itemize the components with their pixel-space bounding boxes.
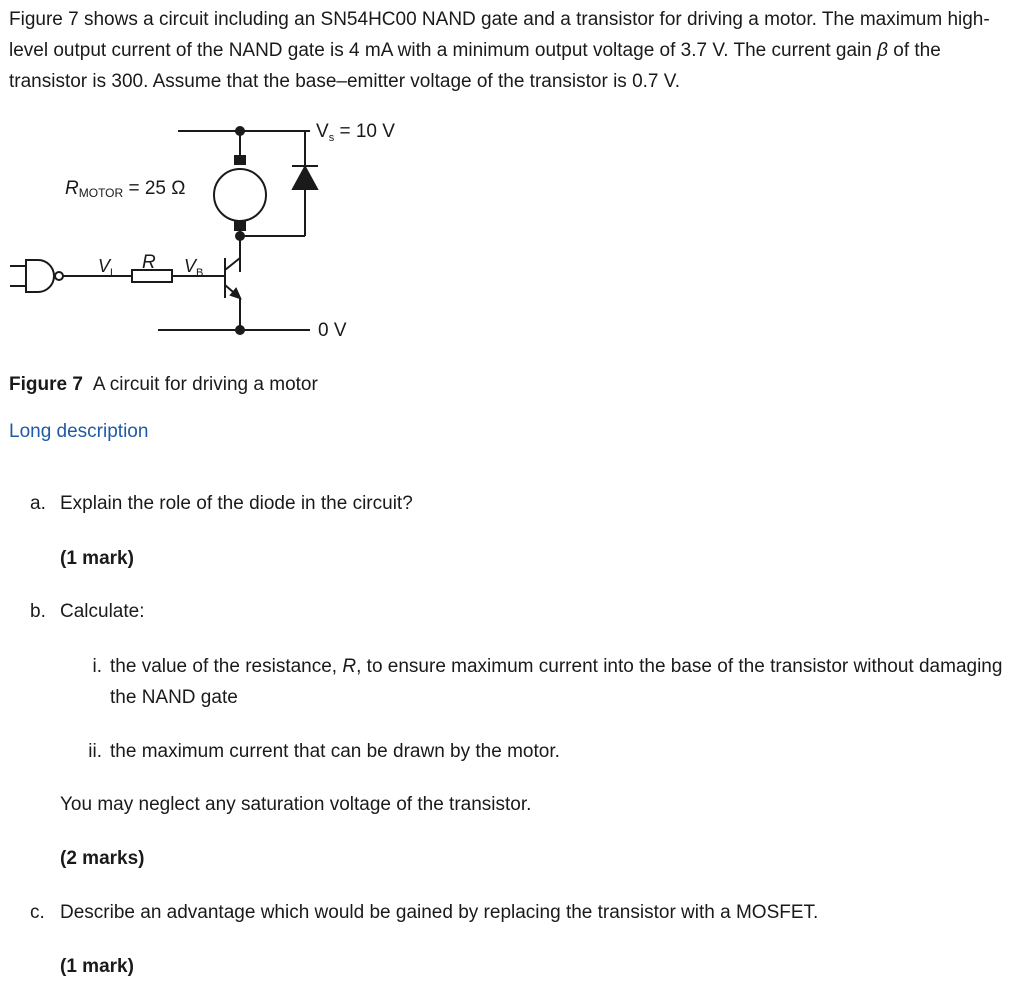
question-c-marker: c. (30, 902, 45, 923)
diode-symbol (293, 167, 317, 189)
caption-label: Figure 7 (9, 374, 83, 395)
question-c-text: Describe an advantage which would be gained by replacing the transistor with a MOSFET. (60, 902, 819, 923)
ground-label: 0 V (318, 320, 347, 341)
question-b-text: Calculate: (60, 601, 145, 622)
question-b-i-r: R (342, 656, 357, 677)
figure-caption (9, 372, 318, 398)
question-a-text: Explain the role of the diode in the circuit? (60, 493, 413, 514)
junction-bottom (236, 326, 244, 334)
nand-bubble (55, 272, 63, 280)
rmotor-label: RMOTOR = 25 Ω (65, 178, 186, 200)
vs-label: $V_s = 10$ V (316, 121, 395, 144)
question-b-ii (88, 736, 1010, 767)
question-b-ii-marker: ii. (88, 741, 102, 762)
caption-text: A circuit for driving a motor (92, 374, 318, 395)
question-b-i-marker: i. (92, 656, 102, 677)
vl-label: $V_L$ (98, 256, 117, 279)
r-label: R (142, 252, 156, 273)
long-description-link[interactable]: Long description (9, 421, 149, 442)
circuit-figure (0, 110, 440, 355)
intro-text-1: Figure 7 shows a circuit including an SN54HC00 NAND gate and a transistor for driving a motor. The maximum high-level output current of the NAND gate is 4 mA with a minimum output voltage of 3.7 V. The current gain (9, 9, 990, 61)
question-b-i-text-2: , to ensure maximum current into the base of the transistor without damaging the NAND gate (110, 656, 1003, 708)
question-b-note: You may neglect any saturation voltage of the transistor. (60, 794, 532, 815)
intro-text-2: of the transistor is 300. Assume that the base–emitter voltage of the transistor is 0.7 V. (9, 40, 941, 92)
question-b (30, 599, 145, 625)
question-b-i (92, 651, 1010, 713)
beta-symbol: β (877, 40, 888, 61)
question-b-marker: b. (30, 601, 46, 622)
question-b-i-text-1: the value of the resistance, (110, 656, 343, 677)
question-b-marks: (2 marks) (60, 848, 145, 869)
question-c-marks: (1 mark) (60, 956, 134, 977)
nand-gate (26, 260, 54, 292)
motor-symbol (214, 169, 266, 221)
question-a (30, 491, 413, 517)
question-a-marker: a. (30, 493, 46, 514)
question-c (30, 900, 818, 926)
intro-paragraph (9, 4, 1009, 97)
vb-label: $V_B$ (184, 256, 204, 279)
question-b-ii-text: the maximum current that can be drawn by the motor. (110, 741, 560, 762)
question-a-marks: (1 mark) (60, 548, 134, 569)
